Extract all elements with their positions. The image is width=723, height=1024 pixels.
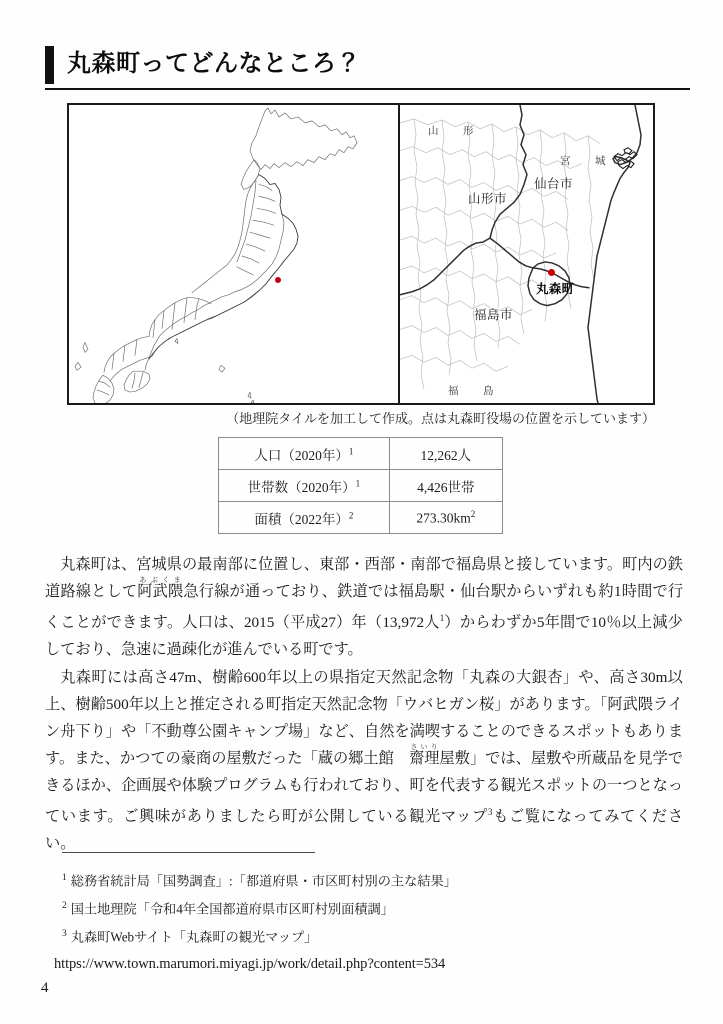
- map-label-marumori-town: 丸森町: [536, 281, 575, 296]
- footnote-ref: 1: [355, 478, 361, 488]
- table-cell-label: [219, 438, 390, 470]
- footnote-ref: 1: [439, 613, 445, 623]
- table-cell-value: 12,262人: [389, 438, 502, 470]
- table-cell-value: 4,426世帯: [389, 470, 502, 502]
- ruby-sairi: [409, 743, 440, 768]
- heading-accent-bar: [45, 46, 54, 84]
- stat-label-households: 世帯数（2020年）: [247, 479, 356, 495]
- footnote-list: [54, 866, 682, 976]
- paragraph-overview: [45, 551, 683, 663]
- table-cell-label: [219, 502, 390, 534]
- footnote-ref: 1: [348, 446, 354, 456]
- stat-label-area: 面積（2022年）: [254, 511, 349, 527]
- map-label-sendai-city: 仙台市: [534, 176, 574, 191]
- marumori-marker-overview: [275, 277, 281, 283]
- footnote-item: [62, 894, 682, 922]
- ruby-base: 齋理: [409, 750, 440, 768]
- footnote-url[interactable]: https://www.town.marumori.miyagi.jp/work/detail.php?content=534: [54, 955, 446, 972]
- paragraph1-part-c: ）からわずか5年間で10％以上減少しており、急速に過疎化が進んでいる町です。: [45, 614, 683, 659]
- map-label-fukushima-city: 福島市: [474, 307, 514, 322]
- paragraph-attractions: [45, 664, 683, 857]
- table-cell-value: [389, 502, 502, 534]
- paragraph2-part-b: 屋敷」では、屋敷や所蔵品を見学できるほか、企画展や体験プログラムも行われており、町を代表する観光スポットの一つとなっています。ご興味がありましたら町が公開している観光マップ: [45, 750, 684, 826]
- body-text: [45, 551, 683, 858]
- table-row: [219, 470, 503, 502]
- ruby-base: 阿武隈: [137, 583, 184, 600]
- map-label-yamagata-city: 山形市: [468, 191, 508, 206]
- footnote-marker: 2: [62, 900, 67, 911]
- japan-overview-map: [69, 105, 396, 403]
- map-label-fukushima-pref: 福 島: [448, 385, 501, 397]
- marumori-marker-detail: [548, 269, 555, 276]
- miyagi-detail-map: [398, 105, 653, 403]
- footnote-separator: [62, 852, 315, 853]
- map-label-yamagata-pref: 山 形: [428, 125, 481, 137]
- ruby-reading: さいり: [409, 743, 440, 752]
- table-cell-label: [219, 470, 390, 502]
- footnote-item: [62, 922, 682, 950]
- table-row: [219, 502, 503, 534]
- table-row: [219, 438, 503, 470]
- stat-label-population: 人口（2020年）: [254, 447, 349, 463]
- detail-map-svg: [400, 105, 653, 403]
- footnote-marker: 3: [62, 928, 67, 939]
- footnote-text: 丸森町Webサイト「丸森町の観光マップ」: [70, 929, 318, 945]
- paragraph1-part-b: 急行線が通っており、鉄道では福島駅・仙台駅からいずれも約1時間で行くことができます。人口は、2015（平成27）年（13,972人: [45, 583, 684, 632]
- page-number: 4: [41, 980, 49, 996]
- heading-underline: [45, 88, 690, 90]
- footnote-item: [62, 866, 682, 894]
- area-unit-exponent: 2: [470, 508, 476, 519]
- page-heading: [45, 46, 690, 92]
- page-title: 丸森町ってどんなところ？: [67, 49, 361, 77]
- paragraph2-part-a: 丸森町には高さ47m、樹齢600年以上の県指定天然記念物「丸森の大銀杏」や、高さ30m以上、樹齢500年以上と推定される町指定天然記念物「ウバヒガン桜」があります。「阿武隈ライン舟下り」や「不動尊公園キャンプ場」など、自然を満喫することのできるスポットもあります。また、かつての豪商の屋敷だった「蔵の郷土館: [45, 669, 683, 768]
- paragraph1-part-a: 丸森町は、宮城県の最南部に位置し、東部・西部・南部で福島県と接しています。町内の鉄道路線として: [45, 556, 683, 600]
- ruby-abukuma: [137, 576, 184, 600]
- footnote-ref: 2: [348, 510, 354, 520]
- footnote-text: 国土地理院「令和4年全国都道府県市区町村別面積調」: [70, 901, 394, 917]
- japan-map-svg: [69, 105, 396, 403]
- ruby-reading: あぶくま: [137, 576, 184, 584]
- map-figure: [67, 103, 655, 405]
- figure-caption: （地理院タイルを加工して作成。点は丸森町役場の位置を示しています）: [226, 411, 655, 426]
- footnote-marker: 1: [62, 873, 67, 883]
- statistics-table: [218, 437, 503, 534]
- stat-value-area: 273.30km: [416, 510, 471, 526]
- map-label-miyagi-pref: 宮 城: [560, 155, 613, 167]
- footnote-text: 総務省統計局「国勢調査」:「都道府県・市区町村別の主な結果」: [70, 873, 457, 889]
- footnote-ref: 3: [487, 807, 493, 818]
- paragraph2-part-c: もご覧になってみてください。: [45, 808, 683, 853]
